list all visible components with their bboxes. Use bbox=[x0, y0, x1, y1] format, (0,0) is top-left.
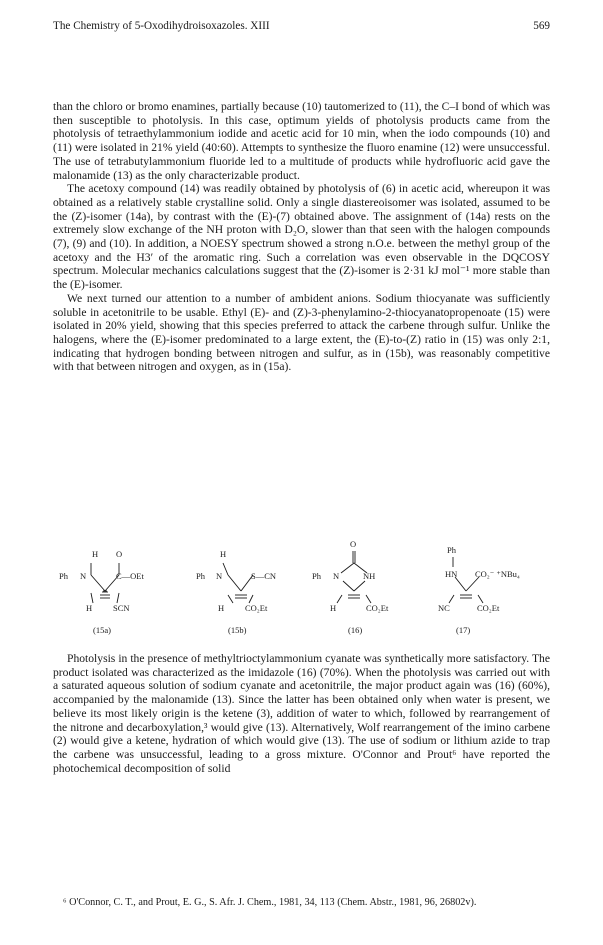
footnote-text: ⁶ O'Connor, C. T., and Prout, E. G., S. Afr. J. Chem., 1981, 34, 113 (Chem. Abstr., 1981, 96, 26802v). bbox=[63, 897, 477, 908]
s15b-h2: H bbox=[218, 603, 225, 613]
s16-nh: NH bbox=[363, 571, 376, 581]
page-number: 569 bbox=[533, 20, 550, 32]
s15b-scn: S—CN bbox=[251, 571, 277, 581]
s16-ph: Ph bbox=[312, 571, 321, 581]
s17-hn: HN bbox=[445, 569, 458, 579]
s15a-n: N bbox=[80, 571, 87, 581]
paragraph: than the chloro or bromo enamines, partially because (10) tautomerized to (11), the C–I bond of which was then susceptible to photolysis. In this case, optimum yields of photolysis products came from the photolysis of tetraethylammonium iodide and acetic acid for 10 min, when the iodo compounds (10) and (11) were isolated in 21% yield (40:60). Attempts to synthesize the fluoro enamine (12) were unsuccessful. The use of tetrabutylammonium fluoride led to a multitude of products while hydrofluoric acid gave the malonamide (13) as the only characterizable product. bbox=[53, 100, 550, 182]
s15a-h2: H bbox=[86, 603, 93, 613]
s15b-co2et: CO₂Et bbox=[245, 603, 268, 613]
s15a-ph: Ph bbox=[59, 571, 68, 581]
structures-svg bbox=[53, 535, 550, 643]
s17-nc: NC bbox=[438, 603, 450, 613]
footnote bbox=[53, 897, 550, 910]
paragraph: The acetoxy compound (14) was readily obtained by photolysis of (6) in acetic acid, whereupon it was obtained as a relatively stable crystalline solid. Only a single diastereoisomer was isolated, assumed to be the (Z)-isomer (14a), by contrast with the (E)-(7) obtained above. The assignment of (14a) rests on the extremely slow exchange of the NH proton with D₂O, slower than that seen with the halogen compounds (7), (9) and (10). In addition, a NOESY spectrum showed a strong n.O.e. between the methyl group of the acetoxy and the H3′ of the aromatic ring. Such a correlation was even observable in the DQCOSY spectrum. Molecular mechanics calculations suggest that the (Z)-isomer is 2·31 kJ mol⁻¹ more stable than the (E)-isomer. bbox=[53, 182, 550, 292]
s17-ph: Ph bbox=[447, 545, 456, 555]
s17-co2et: CO₂Et bbox=[477, 603, 500, 613]
s16-n: N bbox=[333, 571, 340, 581]
s16-h: H bbox=[330, 603, 337, 613]
paragraph: Photolysis in the presence of methyltrioctylammonium cyanate was synthetically more satisfactory. The product isolated was characterized as the imidazole (16) (70%). When the photolysis was carried out with a saturated aqueous solution of sodium cyanate and acetonitrile, the major product again was (16) (60%), accompanied by the malonamide (13). Since the latter has been obtained only when water is present, we believe its most likely origin is the ketene (3), addition of water to which, followed by rearrangement of the nitrone and decarboxylation,³ would give (13). Alternatively, Wolf rearrangement of the imino carbene (2) would give a ketene, hydration of which would give (13). The use of sodium or lithium azide to trap the carbene was unsuccessful, leading to a gross mixture. O'Connor and Prout⁶ have reported the photochemical decomposition of solid bbox=[53, 652, 550, 775]
s15a-coet: C—OEt bbox=[116, 571, 144, 581]
s16-co2et: CO₂Et bbox=[366, 603, 389, 613]
s15b-ph: Ph bbox=[196, 571, 205, 581]
s15b-label: (15b) bbox=[228, 625, 247, 635]
s15b-n: N bbox=[216, 571, 223, 581]
s15a-label: (15a) bbox=[93, 625, 111, 635]
s15a-scn: SCN bbox=[113, 603, 130, 613]
body-text bbox=[53, 100, 550, 374]
s15b-h: H bbox=[220, 549, 227, 559]
s15a-h: H bbox=[92, 549, 99, 559]
page-header bbox=[53, 20, 550, 36]
s16-label: (16) bbox=[348, 625, 363, 635]
paragraph: We next turned our attention to a number of ambident anions. Sodium thiocyanate was sufficiently soluble in acetonitrile to be usable. Ethyl (E)- and (Z)-3-phenylamino-2-thiocyanatopropenoate (15) were isolated in 20% yield, showing that this species preferred to attack the carbene through sulfur. Unlike the halogens, where the (E)-isomer predominated to a large extent, the (E)-to-(Z) ratio in (15) was only 2:1, indicating that hydrogen bonding between nitrogen and sulfur, as in (15b), was reasonably competitive with that between nitrogen and oxygen, as in (15a). bbox=[53, 291, 550, 374]
running-title: The Chemistry of 5-Oxodihydroisoxazoles. XIII bbox=[53, 20, 270, 32]
s17-label: (17) bbox=[456, 625, 471, 635]
body-text-continued bbox=[53, 652, 550, 775]
s17-co2: CO₂⁻ ⁺NBu₄ bbox=[475, 569, 520, 579]
s16-o: O bbox=[350, 539, 357, 549]
s15a-o: O bbox=[116, 549, 123, 559]
chemical-structures-scheme bbox=[53, 535, 550, 643]
